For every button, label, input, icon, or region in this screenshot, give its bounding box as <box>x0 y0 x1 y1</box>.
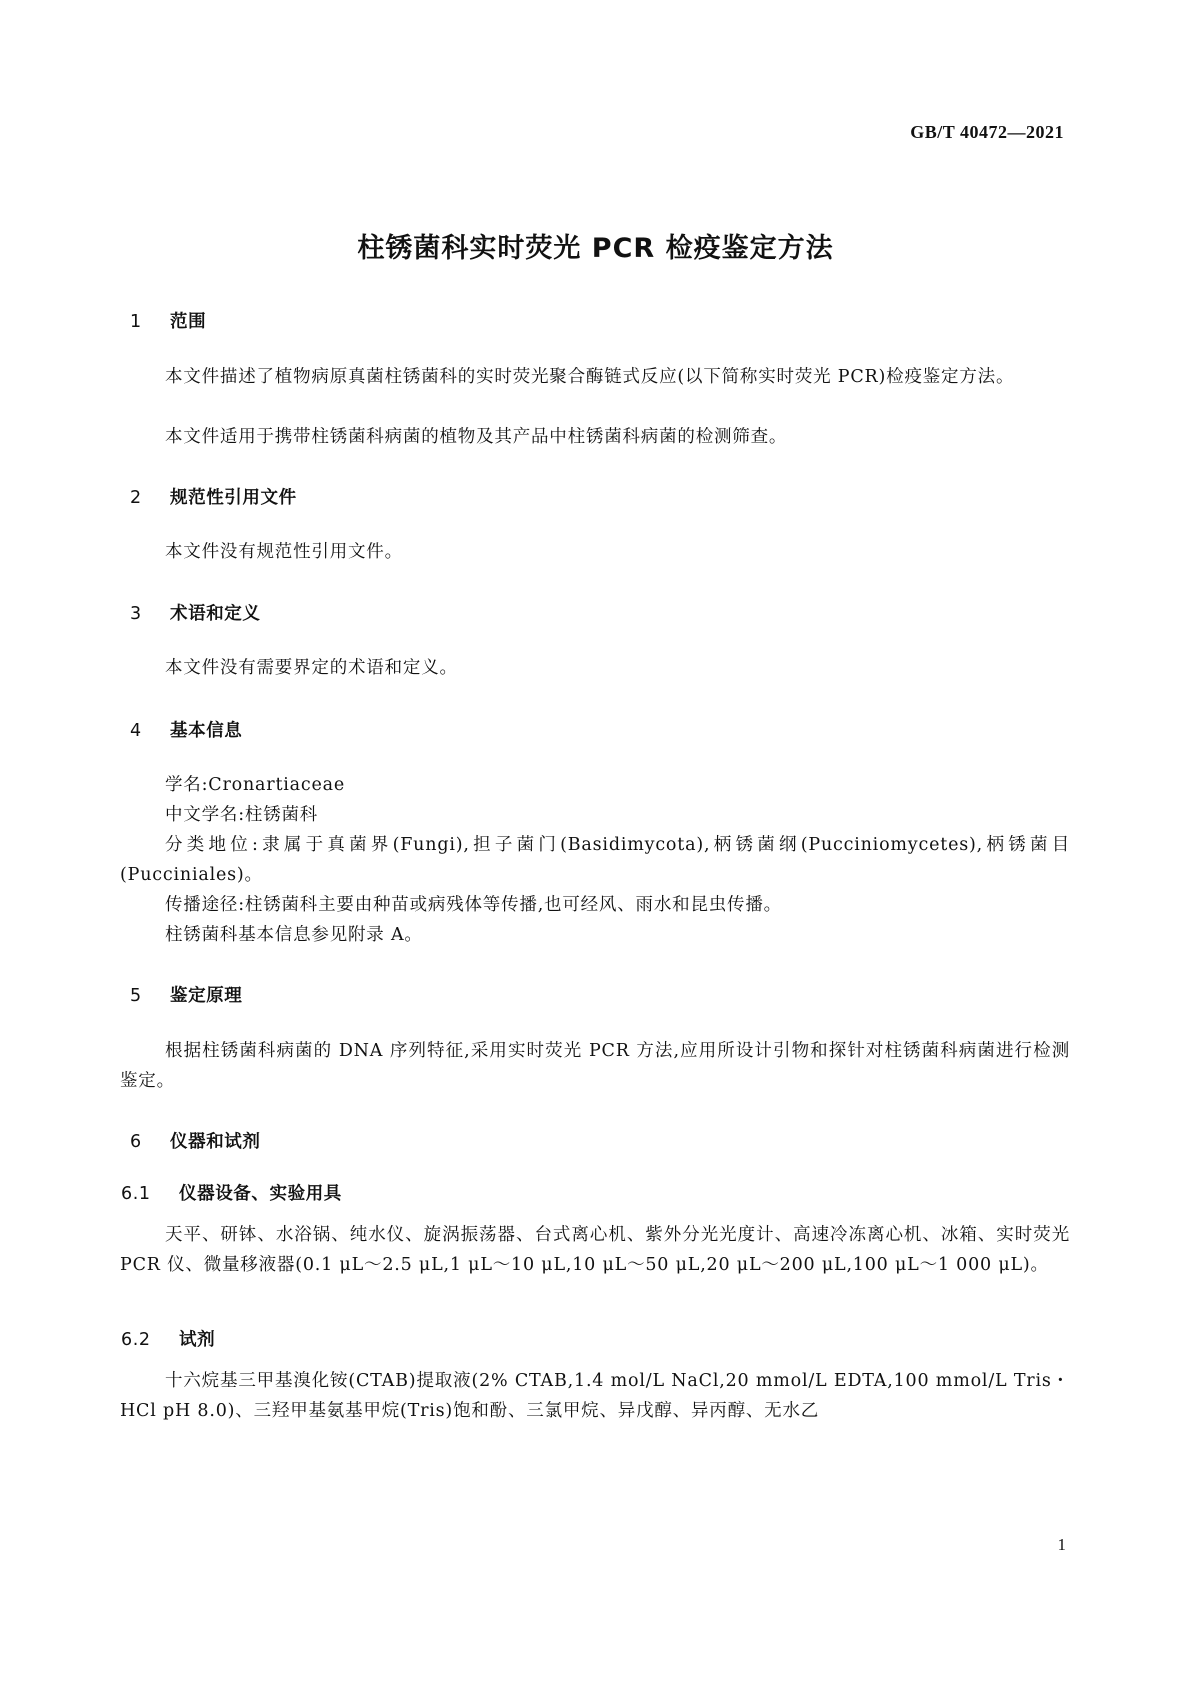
section-3-number: 3 <box>130 604 142 624</box>
section-6-2-title: 试剂 <box>179 1330 216 1350</box>
section-4-paragraph-4: 传播途径:柱锈菌科主要由种苗或病残体等传播,也可经风、雨水和昆虫传播。 <box>165 895 782 915</box>
section-4-paragraph-3: 分类地位:隶属于真菌界(Fungi),担子菌门(Basidimycota),柄锈菌纲(Pucciniomycetes),柄锈菌目(Pucciniales)。 <box>120 835 1070 885</box>
section-2-number: 2 <box>130 488 142 508</box>
section-2-title: 规范性引用文件 <box>170 488 297 508</box>
section-6-1-number: 6.1 <box>121 1184 151 1204</box>
document-title: 柱锈菌科实时荧光 PCR 检疫鉴定方法 <box>357 233 834 264</box>
section-3-title: 术语和定义 <box>170 604 261 624</box>
section-1-paragraph-2: 本文件适用于携带柱锈菌科病菌的植物及其产品中柱锈菌科病菌的检测筛查。 <box>165 427 788 447</box>
section-4-paragraph-1: 学名:Cronartiaceae <box>165 775 346 795</box>
section-3-heading <box>130 600 261 625</box>
section-4-paragraph-5: 柱锈菌科基本信息参见附录 A。 <box>165 925 423 945</box>
section-5-paragraph-1: 根据柱锈菌科病菌的 DNA 序列特征,采用实时荧光 PCR 方法,应用所设计引物和探针对柱锈菌科病菌进行检测鉴定。 <box>120 1041 1070 1091</box>
section-4-paragraph-2: 中文学名:柱锈菌科 <box>165 805 319 825</box>
section-6-1-heading <box>121 1180 342 1205</box>
section-4-title: 基本信息 <box>170 721 243 741</box>
section-1-number: 1 <box>130 312 142 332</box>
section-6-title: 仪器和试剂 <box>170 1132 261 1152</box>
section-5-number: 5 <box>130 986 142 1006</box>
page-number: 1 <box>1057 1535 1066 1554</box>
section-1-title: 范围 <box>170 312 207 332</box>
section-3-paragraph-1: 本文件没有需要界定的术语和定义。 <box>165 658 458 678</box>
section-1-paragraph-1: 本文件描述了植物病原真菌柱锈菌科的实时荧光聚合酶链式反应(以下简称实时荧光 PCR)检疫鉴定方法。 <box>165 367 1015 387</box>
standard-number: GB/T 40472—2021 <box>910 122 1064 142</box>
section-5-title: 鉴定原理 <box>170 986 243 1006</box>
section-6-2-heading <box>121 1326 215 1351</box>
section-2-heading <box>130 484 297 509</box>
section-1-heading <box>130 308 206 333</box>
section-6-2-paragraph-1: 十六烷基三甲基溴化铵(CTAB)提取液(2% CTAB,1.4 mol/L NaCl,20 mmol/L EDTA,100 mmol/L Tris・HCl pH 8.0)、三羟甲基氨基甲烷(Tris)饱和酚、三氯甲烷、异戊醇、异丙醇、无水乙 <box>120 1371 1070 1421</box>
section-4-heading <box>130 717 242 742</box>
section-6-heading <box>130 1128 261 1153</box>
section-4-number: 4 <box>130 721 142 741</box>
section-2-paragraph-1: 本文件没有规范性引用文件。 <box>165 542 403 562</box>
section-6-number: 6 <box>130 1132 142 1152</box>
section-6-2-number: 6.2 <box>121 1330 151 1350</box>
section-6-1-title: 仪器设备、实验用具 <box>179 1184 342 1204</box>
section-5-heading <box>130 982 242 1007</box>
section-6-1-paragraph-1: 天平、研钵、水浴锅、纯水仪、旋涡振荡器、台式离心机、紫外分光光度计、高速冷冻离心机、冰箱、实时荧光 PCR 仪、微量移液器(0.1 μL～2.5 μL,1 μL～10 μL,10 μL～50 μL,20 μL～200 μL,100 μL～1 000 μL)。 <box>120 1225 1070 1275</box>
